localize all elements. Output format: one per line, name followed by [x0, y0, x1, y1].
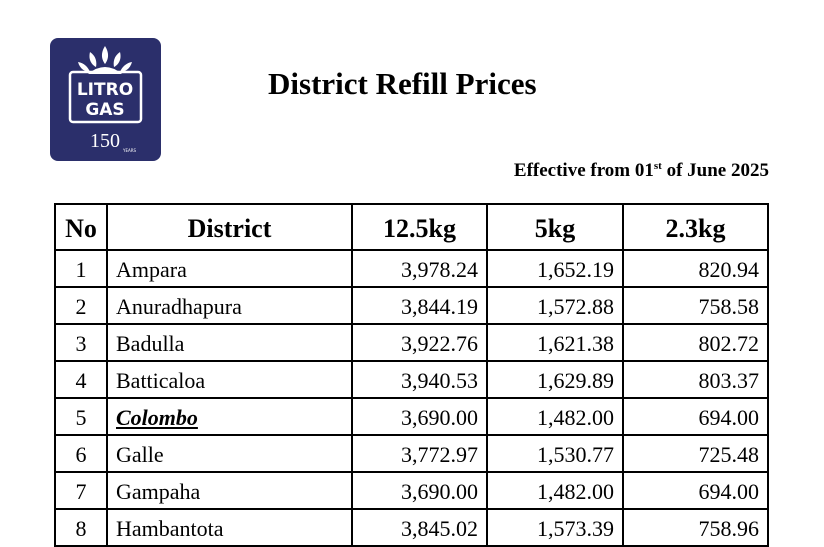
table-row	[55, 398, 768, 435]
row-price-2-3kg: 758.96	[623, 509, 768, 546]
row-price-2-3kg: 820.94	[623, 250, 768, 287]
row-no: 1	[55, 250, 107, 287]
row-price-12-5kg: 3,772.97	[352, 435, 487, 472]
litro-gas-logo	[50, 38, 161, 161]
logo-line2: GAS	[85, 100, 125, 120]
row-price-2-3kg: 694.00	[623, 398, 768, 435]
row-price-12-5kg: 3,845.02	[352, 509, 487, 546]
row-district: Batticaloa	[107, 361, 352, 398]
table-header-row	[55, 204, 768, 250]
row-no: 7	[55, 472, 107, 509]
table-row	[55, 361, 768, 398]
row-price-5kg: 1,482.00	[487, 472, 623, 509]
header-no: No	[55, 204, 107, 250]
row-price-5kg: 1,629.89	[487, 361, 623, 398]
logo-line1: LITRO	[76, 80, 134, 100]
effective-superscript: st	[653, 160, 662, 172]
row-price-12-5kg: 3,844.19	[352, 287, 487, 324]
table-row	[55, 435, 768, 472]
row-no: 8	[55, 509, 107, 546]
row-price-2-3kg: 802.72	[623, 324, 768, 361]
row-price-12-5kg: 3,922.76	[352, 324, 487, 361]
effective-date	[514, 160, 769, 182]
row-district: Badulla	[107, 324, 352, 361]
highlighted-district: Colombo	[116, 404, 198, 430]
effective-suffix: of June 2025	[661, 160, 769, 181]
row-district: Anuradhapura	[107, 287, 352, 324]
effective-prefix: Effective from 01	[513, 160, 654, 181]
row-price-12-5kg: 3,690.00	[352, 472, 487, 509]
row-price-2-3kg: 694.00	[623, 472, 768, 509]
row-no: 3	[55, 324, 107, 361]
row-district: Ampara	[107, 250, 352, 287]
row-price-5kg: 1,621.38	[487, 324, 623, 361]
logo-anniversary: 150	[90, 130, 120, 152]
row-price-12-5kg: 3,978.24	[352, 250, 487, 287]
row-price-5kg: 1,530.77	[487, 435, 623, 472]
row-price-5kg: 1,482.00	[487, 398, 623, 435]
row-price-12-5kg: 3,940.53	[352, 361, 487, 398]
table-body	[55, 250, 768, 546]
table-row	[55, 324, 768, 361]
row-price-2-3kg: 803.37	[623, 361, 768, 398]
row-district: Galle	[107, 435, 352, 472]
flame-sun-icon	[50, 38, 161, 161]
logo-anniversary-sub: YEARS	[123, 148, 137, 153]
header-district: District	[107, 204, 352, 250]
row-price-2-3kg: 725.48	[623, 435, 768, 472]
row-price-5kg: 1,652.19	[487, 250, 623, 287]
row-district: Hambantota	[107, 509, 352, 546]
row-district	[107, 398, 352, 435]
table-row	[55, 287, 768, 324]
row-district: Gampaha	[107, 472, 352, 509]
row-price-12-5kg: 3,690.00	[352, 398, 487, 435]
header-12-5kg: 12.5kg	[352, 204, 487, 250]
page-title: District Refill Prices	[268, 66, 537, 101]
header-5kg: 5kg	[487, 204, 623, 250]
row-price-5kg: 1,573.39	[487, 509, 623, 546]
refill-price-table	[54, 203, 769, 547]
row-no: 5	[55, 398, 107, 435]
table-row	[55, 472, 768, 509]
header-2-3kg: 2.3kg	[623, 204, 768, 250]
table-row	[55, 250, 768, 287]
row-no: 2	[55, 287, 107, 324]
row-no: 4	[55, 361, 107, 398]
row-no: 6	[55, 435, 107, 472]
row-price-2-3kg: 758.58	[623, 287, 768, 324]
row-price-5kg: 1,572.88	[487, 287, 623, 324]
